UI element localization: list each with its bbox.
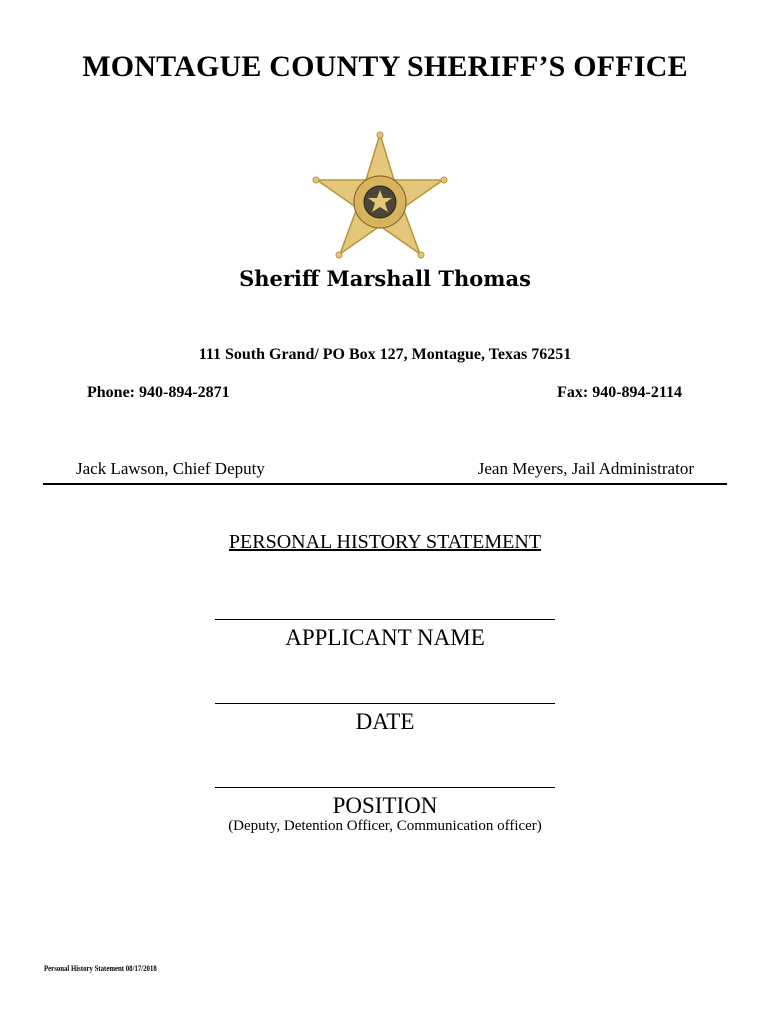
chief-deputy: Jack Lawson, Chief Deputy (76, 459, 265, 478)
header-divider (43, 483, 727, 485)
position-label: POSITION (332, 793, 438, 818)
date-line[interactable] (215, 703, 555, 704)
page-title: MONTAGUE COUNTY SHERIFF’S OFFICE (82, 50, 688, 83)
jail-administrator: Jean Meyers, Jail Administrator (477, 459, 694, 478)
fax-number: Fax: 940-894-2114 (557, 384, 682, 401)
applicant-name-label: APPLICANT NAME (285, 625, 485, 650)
applicant-name-line[interactable] (215, 619, 555, 620)
sheriff-star-badge (305, 128, 455, 260)
date-label: DATE (355, 709, 415, 734)
sheriff-name: Sheriff Marshall Thomas (239, 266, 531, 291)
phone-number: Phone: 940-894-2871 (87, 384, 230, 401)
office-address: 111 South Grand/ PO Box 127, Montague, Texas 76251 (198, 346, 572, 363)
position-hint: (Deputy, Detention Officer, Communication officer) (228, 818, 542, 834)
footer-revision: Personal History Statement 08/17/2018 (44, 963, 157, 973)
position-line[interactable] (215, 787, 555, 788)
document-title: PERSONAL HISTORY STATEMENT (228, 531, 542, 553)
